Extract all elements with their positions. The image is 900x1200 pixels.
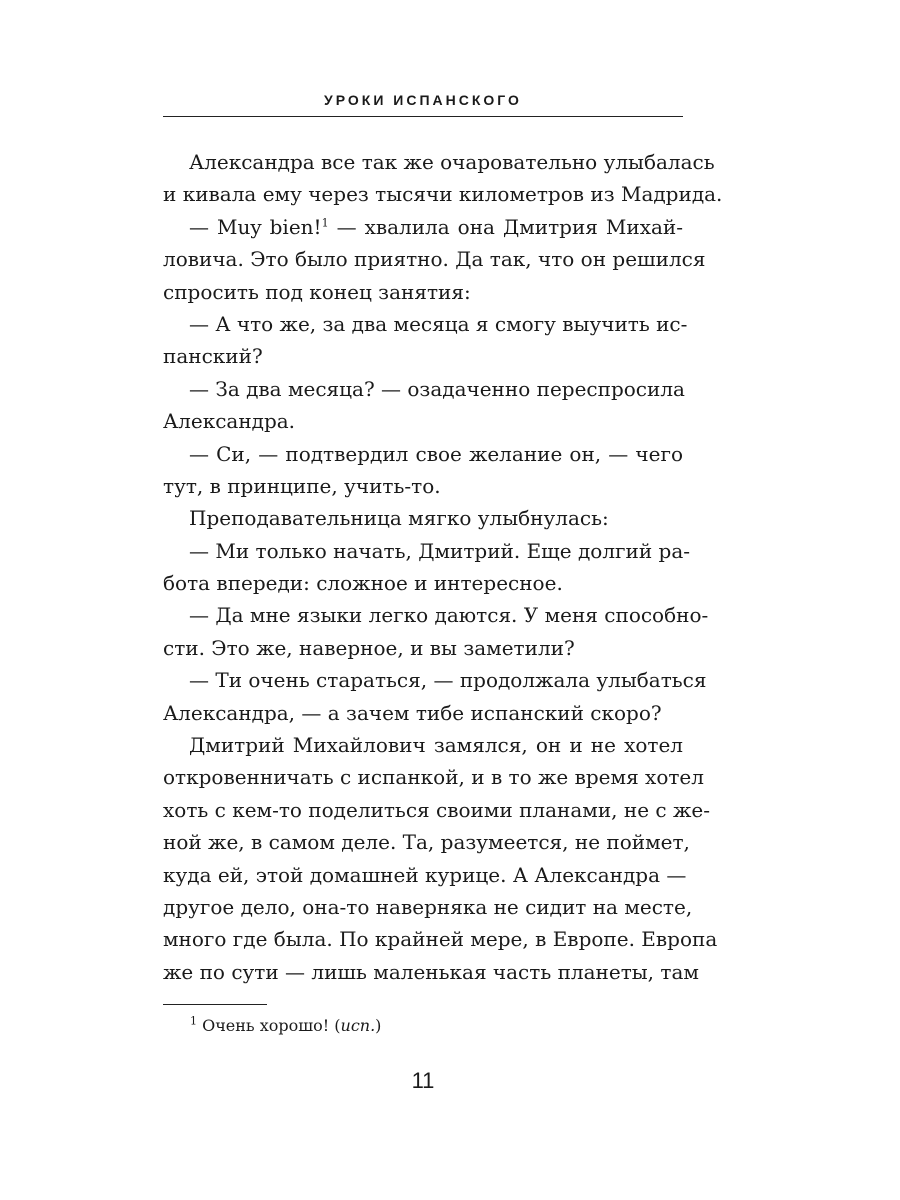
text-line: хоть с кем-то поделиться своими планами, не с же- — [163, 797, 710, 822]
footnote — [190, 1014, 381, 1038]
footnote-close: ) — [375, 1016, 382, 1035]
page-number: 11 — [411, 1068, 435, 1093]
text-line: Преподавательница мягко улыбнулась: — [189, 506, 609, 531]
text-line: ловича. Это было приятно. Да так, что он решился — [163, 247, 706, 272]
text-line: много где была. По крайней мере, в Европе. Европа — [163, 927, 718, 952]
text-line: другое дело, она-то наверняка не сидит на месте, — [163, 894, 693, 919]
text-line: — Да мне языки легко даются. У меня способно- — [189, 603, 709, 628]
text-line: Александра, — а зачем тибе испанский скоро? — [163, 700, 662, 725]
line-start: — Muy bien! — [189, 214, 322, 239]
body-text — [163, 146, 723, 988]
text-line: тут, в принципе, учить-то. — [163, 473, 441, 498]
running-head: УРОКИ ИСПАНСКОГО — [324, 92, 522, 108]
header-rule — [163, 116, 683, 117]
text-line: бота впереди: сложное и интересное. — [163, 571, 563, 596]
text-line: панский? — [163, 344, 263, 369]
text-line: Александра все так же очаровательно улыбалась — [189, 150, 715, 174]
text-line: — А что же, за два месяца я смогу выучить ис- — [189, 311, 688, 336]
text-line: — За два месяца? — озадаченно переспросила — [189, 376, 685, 401]
text-line: же по сути — лишь маленькая часть планеты, там — [163, 959, 699, 984]
text-line — [163, 211, 683, 243]
footnote-mark: 1 — [190, 1014, 197, 1028]
text-line: Александра. — [163, 409, 296, 434]
text-line: — Си, — подтвердил свое желание он, — чего — [189, 441, 683, 466]
footnote-text: Очень хорошо! ( — [197, 1016, 341, 1035]
footnote-abbreviation: исп. — [340, 1016, 376, 1035]
text-line: ной же, в самом деле. Та, разумеется, не поймет, — [163, 830, 690, 855]
text-line: спросить под конец занятия: — [163, 279, 471, 304]
footnote-rule — [163, 1004, 267, 1005]
footnote-reference: 1 — [321, 216, 329, 230]
text-line: куда ей, этой домашней курице. А Александра — — [163, 862, 687, 887]
line-end: — хвалила она Дмитрия Михай- — [328, 214, 683, 239]
text-line: — Ми только начать, Дмитрий. Еще долгий ра- — [189, 538, 691, 563]
text-line: — Ти очень стараться, — продолжала улыбаться — [189, 668, 707, 693]
text-line: и кивала ему через тысячи километров из Мадрида. — [163, 182, 723, 207]
text-line: Дмитрий Михайлович замялся, он и не хотел — [189, 733, 683, 758]
text-line: сти. Это же, наверное, и вы заметили? — [163, 635, 575, 660]
text-line: откровенничать с испанкой, и в то же время хотел — [163, 765, 704, 790]
